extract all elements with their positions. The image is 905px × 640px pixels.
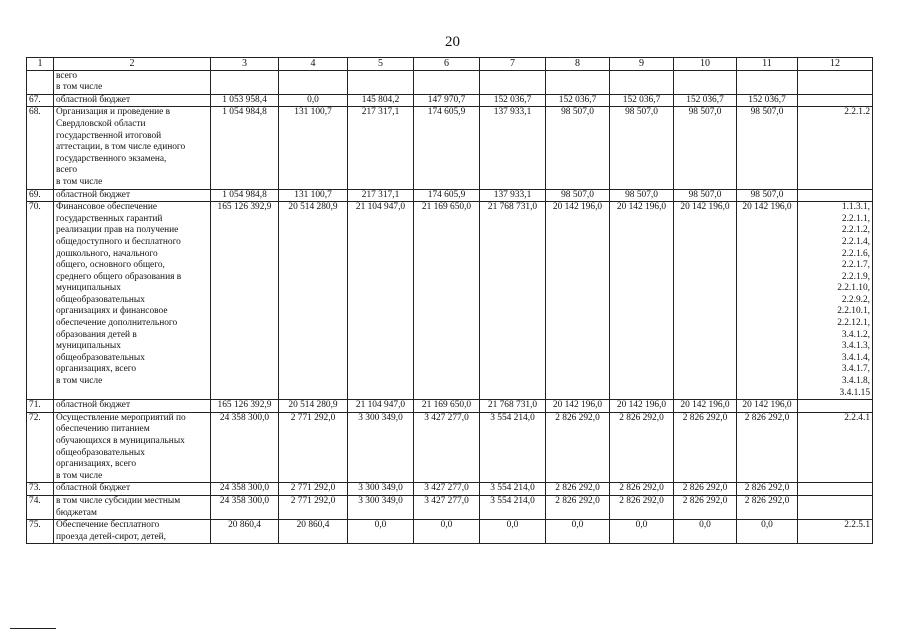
value-cell: 2 826 292,0	[546, 412, 610, 483]
column-header: 7	[480, 58, 546, 71]
row-name-line: государственных гарантий	[56, 213, 163, 224]
value-cell	[211, 70, 279, 94]
table-row	[27, 495, 873, 519]
row-name	[54, 483, 211, 496]
row-name-line: Осуществление мероприятий по	[56, 412, 186, 423]
row-name-line: в том числе	[56, 82, 103, 93]
value-cell: 217 317,1	[348, 107, 414, 189]
row-number: 70.	[27, 202, 54, 400]
row-name-line: Организация и проведение в	[56, 107, 171, 118]
value-cell: 20 142 196,0	[674, 400, 737, 413]
value-cell: 3 554 214,0	[480, 495, 546, 519]
value-cell: 98 507,0	[546, 189, 610, 202]
row-name-line: общедоступного и бесплатного	[56, 236, 181, 247]
row-name-line: проезда детей-сирот, детей,	[56, 531, 166, 542]
row-name-line: Обеспечение бесплатного	[56, 520, 160, 531]
table-row	[27, 412, 873, 483]
row-name	[54, 520, 211, 544]
row-name-line: всего	[56, 70, 78, 81]
value-cell	[546, 70, 610, 94]
row-number: 71.	[27, 400, 54, 413]
value-cell: 20 142 196,0	[546, 202, 610, 400]
row-name-line: общеобразовательных	[56, 352, 145, 363]
value-cell: 152 036,7	[737, 94, 798, 107]
code-line: 2.2.1.6,	[841, 248, 870, 259]
table-row	[27, 70, 873, 94]
table-row	[27, 189, 873, 202]
code-line: 3.4.1.8,	[841, 376, 870, 387]
value-cell: 165 126 392,9	[211, 202, 279, 400]
value-cell: 174 605,9	[414, 189, 480, 202]
value-cell: 98 507,0	[546, 107, 610, 189]
table-row	[27, 400, 873, 413]
code-line: 3.4.1.15	[839, 387, 870, 398]
column-header: 11	[737, 58, 798, 71]
code-cell	[798, 107, 873, 189]
value-cell: 98 507,0	[610, 189, 674, 202]
code-cell	[798, 70, 873, 94]
value-cell: 2 826 292,0	[546, 495, 610, 519]
row-name-line: областной бюджет	[56, 189, 131, 200]
column-header: 10	[674, 58, 737, 71]
column-header-row	[27, 58, 873, 71]
row-name	[54, 412, 211, 483]
row-name-line: дошкольного, начального	[56, 248, 158, 259]
value-cell	[348, 70, 414, 94]
value-cell: 3 300 349,0	[348, 495, 414, 519]
code-line: 2.2.1.2,	[841, 225, 870, 236]
value-cell: 3 427 277,0	[414, 412, 480, 483]
row-name-line: областной бюджет	[56, 94, 131, 105]
row-name-line: муниципальных	[56, 283, 121, 294]
code-line: 2.2.4.1	[844, 412, 870, 423]
row-name-line: общеобразовательных	[56, 294, 145, 305]
value-cell: 2 826 292,0	[737, 483, 798, 496]
row-name-line: в том числе	[56, 470, 103, 481]
row-name	[54, 189, 211, 202]
code-cell	[798, 400, 873, 413]
value-cell	[279, 70, 348, 94]
value-cell: 2 771 292,0	[279, 495, 348, 519]
row-name-line: бюджетам	[56, 507, 97, 518]
value-cell	[610, 70, 674, 94]
value-cell: 0,0	[674, 520, 737, 544]
row-name-line: Свердловской области	[56, 118, 146, 129]
value-cell: 147 970,7	[414, 94, 480, 107]
row-name-line: в том числе	[56, 376, 103, 387]
value-cell: 131 100,7	[279, 107, 348, 189]
value-cell: 152 036,7	[674, 94, 737, 107]
code-line: 2.2.9.2,	[841, 294, 870, 305]
value-cell: 1 053 958,4	[211, 94, 279, 107]
value-cell: 165 126 392,9	[211, 400, 279, 413]
value-cell: 137 933,1	[480, 189, 546, 202]
value-cell: 0,0	[610, 520, 674, 544]
table-body	[27, 58, 873, 544]
value-cell	[674, 70, 737, 94]
value-cell: 152 036,7	[480, 94, 546, 107]
row-name-line: обеспечению питанием	[56, 424, 150, 435]
value-cell: 98 507,0	[674, 189, 737, 202]
page-number: 20	[445, 34, 460, 50]
code-line: 2.2.12.1,	[837, 318, 870, 329]
value-cell: 217 317,1	[348, 189, 414, 202]
value-cell: 20 142 196,0	[737, 400, 798, 413]
row-name-line: в том числе субсидии местным	[56, 495, 181, 506]
row-name-line: обеспечение дополнительного	[56, 318, 178, 329]
value-cell: 98 507,0	[610, 107, 674, 189]
code-cell	[798, 520, 873, 544]
column-header: 8	[546, 58, 610, 71]
value-cell: 2 826 292,0	[610, 412, 674, 483]
row-name-line: государственного экзамена,	[56, 153, 167, 164]
value-cell: 3 554 214,0	[480, 412, 546, 483]
row-name-line: муниципальных	[56, 341, 121, 352]
row-name	[54, 202, 211, 400]
table-row	[27, 520, 873, 544]
value-cell: 2 826 292,0	[674, 412, 737, 483]
value-cell: 0,0	[279, 94, 348, 107]
code-cell	[798, 483, 873, 496]
value-cell: 2 771 292,0	[279, 412, 348, 483]
value-cell: 20 860,4	[211, 520, 279, 544]
row-name-line: в том числе	[56, 176, 103, 187]
value-cell: 20 514 280,9	[279, 202, 348, 400]
value-cell: 131 100,7	[279, 189, 348, 202]
value-cell: 2 826 292,0	[610, 495, 674, 519]
code-line: 2.2.1.7,	[841, 260, 870, 271]
row-name	[54, 70, 211, 94]
value-cell: 21 169 650,0	[414, 202, 480, 400]
column-header: 6	[414, 58, 480, 71]
row-name-line: среднего общего образования в	[56, 271, 182, 282]
budget-table	[26, 57, 873, 544]
value-cell: 21 104 947,0	[348, 400, 414, 413]
code-cell	[798, 495, 873, 519]
row-name-line: государственной итоговой	[56, 130, 162, 141]
row-number: 67.	[27, 94, 54, 107]
value-cell: 152 036,7	[610, 94, 674, 107]
value-cell: 3 427 277,0	[414, 483, 480, 496]
value-cell: 152 036,7	[546, 94, 610, 107]
value-cell: 20 142 196,0	[610, 400, 674, 413]
row-name-line: организациях, всего	[56, 459, 137, 470]
value-cell: 0,0	[480, 520, 546, 544]
row-name-line: образования детей в	[56, 329, 137, 340]
code-cell	[798, 189, 873, 202]
value-cell: 21 169 650,0	[414, 400, 480, 413]
row-number: 75.	[27, 520, 54, 544]
value-cell: 20 860,4	[279, 520, 348, 544]
value-cell: 1 054 984,8	[211, 107, 279, 189]
row-name	[54, 400, 211, 413]
value-cell: 24 358 300,0	[211, 412, 279, 483]
row-name-line: аттестации, в том числе единого	[56, 142, 186, 153]
code-line: 3.4.1.3,	[841, 341, 870, 352]
value-cell: 145 804,2	[348, 94, 414, 107]
value-cell: 0,0	[348, 520, 414, 544]
value-cell: 137 933,1	[480, 107, 546, 189]
column-header: 1	[27, 58, 54, 71]
value-cell: 24 358 300,0	[211, 495, 279, 519]
footnote-separator	[10, 628, 56, 629]
value-cell: 24 358 300,0	[211, 483, 279, 496]
code-line: 2.2.5.1	[844, 520, 870, 531]
code-cell	[798, 412, 873, 483]
value-cell: 3 300 349,0	[348, 483, 414, 496]
row-number: 74.	[27, 495, 54, 519]
code-cell	[798, 202, 873, 400]
column-header: 5	[348, 58, 414, 71]
row-name-line: областной бюджет	[56, 400, 131, 411]
row-name-line: организациях, всего	[56, 364, 137, 375]
value-cell: 0,0	[737, 520, 798, 544]
row-number	[27, 70, 54, 94]
table-row	[27, 107, 873, 189]
row-number: 72.	[27, 412, 54, 483]
column-header: 4	[279, 58, 348, 71]
value-cell: 2 826 292,0	[546, 483, 610, 496]
row-number: 73.	[27, 483, 54, 496]
row-name-line: общего, основного общего,	[56, 260, 165, 271]
value-cell: 20 142 196,0	[546, 400, 610, 413]
value-cell: 3 427 277,0	[414, 495, 480, 519]
code-line: 1.1.3.1,	[841, 202, 870, 213]
value-cell: 2 771 292,0	[279, 483, 348, 496]
value-cell	[480, 70, 546, 94]
value-cell: 0,0	[414, 520, 480, 544]
value-cell: 2 826 292,0	[610, 483, 674, 496]
row-name-line: Финансовое обеспечение	[56, 202, 158, 213]
table-row	[27, 483, 873, 496]
code-line: 2.2.1.10,	[837, 283, 870, 294]
value-cell: 98 507,0	[674, 107, 737, 189]
value-cell: 2 826 292,0	[674, 495, 737, 519]
code-line: 2.2.1.4,	[841, 236, 870, 247]
row-name-line: обучающихся в муниципальных	[56, 436, 185, 446]
value-cell: 20 142 196,0	[674, 202, 737, 400]
row-name-line: всего	[56, 165, 78, 176]
row-number: 69.	[27, 189, 54, 202]
value-cell: 98 507,0	[737, 189, 798, 202]
row-name-line: организациях и финансовое	[56, 306, 168, 317]
code-line: 3.4.1.7,	[841, 364, 870, 375]
value-cell: 2 826 292,0	[737, 495, 798, 519]
value-cell: 3 554 214,0	[480, 483, 546, 496]
table-row	[27, 202, 873, 400]
row-name-line: общеобразовательных	[56, 447, 145, 458]
row-name-line: реализации прав на получение	[56, 225, 179, 236]
value-cell: 21 768 731,0	[480, 202, 546, 400]
value-cell: 21 104 947,0	[348, 202, 414, 400]
value-cell	[414, 70, 480, 94]
value-cell: 0,0	[546, 520, 610, 544]
value-cell: 20 514 280,9	[279, 400, 348, 413]
value-cell: 2 826 292,0	[737, 412, 798, 483]
value-cell: 2 826 292,0	[674, 483, 737, 496]
code-line: 2.2.1.9,	[841, 271, 870, 282]
row-name-line: областной бюджет	[56, 483, 131, 494]
code-line: 3.4.1.2,	[841, 329, 870, 340]
column-header: 12	[798, 58, 873, 71]
value-cell	[737, 70, 798, 94]
value-cell: 174 605,9	[414, 107, 480, 189]
row-name	[54, 94, 211, 107]
value-cell: 98 507,0	[737, 107, 798, 189]
column-header: 3	[211, 58, 279, 71]
value-cell: 1 054 984,8	[211, 189, 279, 202]
code-cell	[798, 94, 873, 107]
value-cell: 21 768 731,0	[480, 400, 546, 413]
value-cell: 20 142 196,0	[737, 202, 798, 400]
value-cell: 3 300 349,0	[348, 412, 414, 483]
code-line: 2.2.1.1,	[841, 213, 870, 224]
column-header: 2	[54, 58, 211, 71]
column-header: 9	[610, 58, 674, 71]
code-line: 2.2.1.2	[844, 107, 870, 118]
code-line: 3.4.1.4,	[841, 352, 870, 363]
row-name	[54, 495, 211, 519]
row-name	[54, 107, 211, 189]
code-line: 2.2.10.1,	[837, 306, 870, 317]
row-number: 68.	[27, 107, 54, 189]
value-cell: 20 142 196,0	[610, 202, 674, 400]
table-row	[27, 94, 873, 107]
